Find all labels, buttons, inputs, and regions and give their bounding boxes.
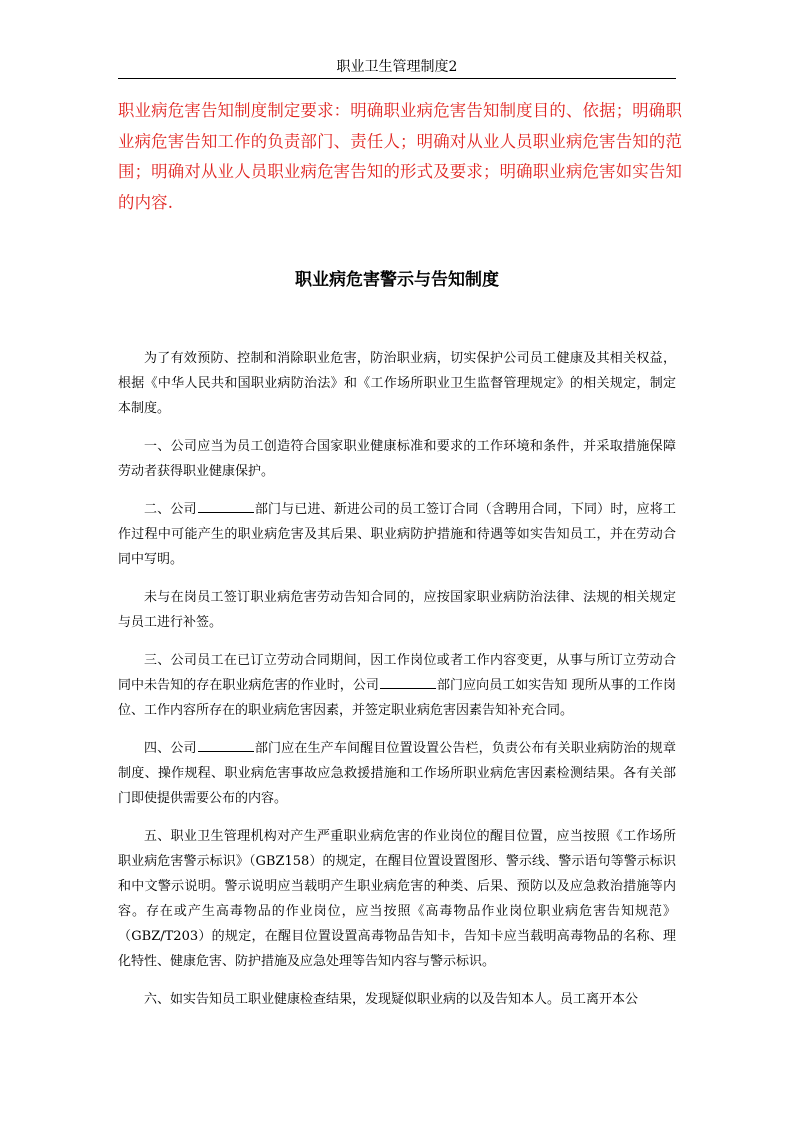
clause-3-rest: 部门应向员工如实告知 现所从事的工作岗位、工作内容所存在的职业病危害因素，并签定职业病危害因素告知补充合同。 — [118, 678, 676, 718]
document-title: 职业病危害警示与告知制度 — [295, 270, 499, 290]
intro-paragraph: 为了有效预防、控制和消除职业危害，防治职业病，切实保护公司员工健康及其相关权益，根据《中华人民共和国职业病防治法》和《工作场所职业卫生监督管理规定》的相关规定，制定本制度。 — [118, 351, 676, 416]
clause-3 — [118, 648, 676, 723]
fill-blank[interactable] — [380, 674, 436, 689]
clause-5: 五、职业卫生管理机构对产生严重职业病危害的作业岗位的醒目位置，应当按照《工作场所职业病危害警示标识》（GBZ158）的规定，在醒目位置设置图形、警示线、警示语句等警示标识和中文警示说明。警示说明应当载明产生职业病危害的种类、后果、预防以及应急救治措施等内容。存在或产生高毒物品的作业岗位，应当按照《高毒物品作业岗位职业病危害告知规范》（GBZ/T203）的规定，在醒目位置设置高毒物品告知卡，告知卡应当载明高毒物品的名称、理化特性、健康危害、防护措施及应急处理等告知内容与警示标识。 — [118, 829, 676, 969]
page-header: 职业卫生管理制度2 — [336, 59, 458, 75]
clause-3-start: 三、公司员工在已订立劳动合同期间，因工作岗位或者工作内容变更，从事与所订立劳动合同中未告知的存在职业病危害的作业时，公司 — [118, 653, 676, 693]
document-body — [118, 346, 676, 1025]
requirement-note: 职业病危害告知制度制定要求：明确职业病危害告知制度目的、依据；明确职业病危害告知工作的负责部门、责任人；明确对从业人员职业病危害告知的范围；明确对从业人员职业病危害告知的形式及要求；明确职业病危害如实告知的内容. — [118, 101, 683, 212]
clause-2-rest: 部门与已进、新进公司的员工签订合同（含聘用合同，下同）时，应将工作过程中可能产生的职业病危害及其后果、职业病防护措施和待遇等如实告知员工，并在劳动合同中写明。 — [118, 502, 676, 567]
clause-1: 一、公司应当为员工创造符合国家职业健康标准和要求的工作环境和条件，并采取措施保障劳动者获得职业健康保护。 — [118, 439, 676, 479]
fill-blank[interactable] — [198, 498, 254, 513]
clause-2 — [118, 497, 676, 572]
clause-2-start: 二、公司 — [144, 502, 197, 517]
header-divider — [118, 78, 676, 79]
fill-blank[interactable] — [198, 737, 254, 752]
clause-6: 六、如实告知员工职业健康检查结果，发现疑似职业病的以及告知本人。员工离开本公 — [144, 992, 639, 1007]
clause-4-rest: 部门应在生产车间醒目位置设置公告栏，负责公布有关职业病防治的规章制度、操作规程、职业病危害事故应急救援措施和工作场所职业病危害因素检测结果。各有关部门即使提供需要公布的内容。 — [118, 741, 676, 806]
clause-4-start: 四、公司 — [144, 741, 197, 756]
clause-4 — [118, 736, 676, 811]
clause-2-supplement: 未与在岗员工签订职业病危害劳动告知合同的，应按国家职业病防治法律、法规的相关规定与员工进行补签。 — [118, 590, 676, 630]
